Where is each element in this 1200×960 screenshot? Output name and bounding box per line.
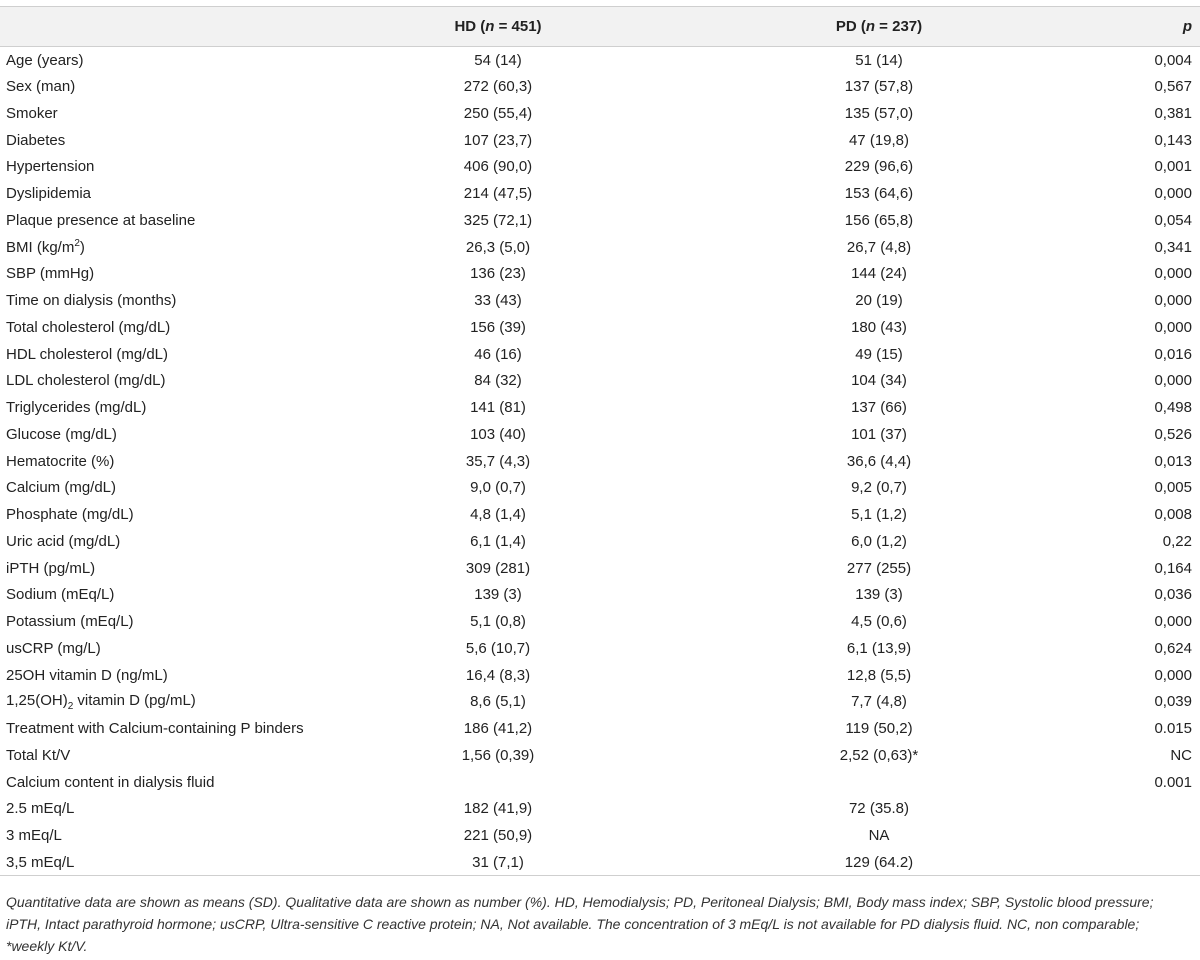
- row-p: 0,000: [1154, 292, 1192, 310]
- header-label: [0, 7, 346, 47]
- table-row: [0, 582, 1200, 609]
- row-p: 0,000: [1154, 265, 1192, 283]
- row-pd: 180 (43): [851, 318, 907, 336]
- row-label: iPTH (pg/mL): [6, 559, 96, 577]
- row-hd: 103 (40): [470, 425, 526, 443]
- row-hd: 309 (281): [465, 559, 531, 577]
- row-hd: 4,8 (1,4): [470, 506, 526, 524]
- row-hd: 136 (23): [470, 265, 526, 283]
- header-pd-suffix: = 237): [875, 18, 923, 35]
- row-p: 0,526: [1154, 425, 1192, 443]
- baseline-characteristics-table: [0, 6, 1200, 876]
- table-row: [0, 154, 1200, 181]
- row-pd: 36,6 (4,4): [846, 452, 912, 470]
- row-label: Time on dialysis (months): [6, 292, 177, 310]
- row-label: Sodium (mEq/L): [6, 586, 115, 604]
- row-pd: 7,7 (4,8): [851, 693, 907, 711]
- table-row: [0, 608, 1200, 635]
- table-row: [0, 261, 1200, 288]
- row-pd: 277 (255): [846, 559, 912, 577]
- row-p: 0,164: [1154, 559, 1192, 577]
- row-hd: 16,4 (8,3): [465, 666, 531, 684]
- row-p: 0,008: [1154, 506, 1192, 524]
- row-p: [1066, 822, 1200, 849]
- row-p: [1066, 849, 1200, 876]
- row-p: 0,039: [1154, 693, 1192, 711]
- row-hd: 221 (50,9): [463, 827, 533, 845]
- row-p: 0,498: [1154, 399, 1192, 417]
- table-row: [0, 341, 1200, 368]
- row-label: usCRP (mg/L): [6, 639, 101, 657]
- row-p: 0,341: [1154, 238, 1192, 256]
- row-pd: 2,52 (0,63)*: [839, 746, 919, 764]
- table-row: [0, 822, 1200, 849]
- row-label: Calcium (mg/dL): [6, 479, 117, 497]
- row-label: 25OH vitamin D (ng/mL): [6, 666, 168, 684]
- row-label-subscript: 2: [67, 700, 74, 712]
- row-pd: 135 (57,0): [844, 104, 914, 122]
- row-p: 0,22: [1162, 532, 1192, 550]
- row-label: Total cholesterol (mg/dL): [6, 318, 171, 336]
- row-label: Glucose (mg/dL): [6, 425, 117, 443]
- table-row: [0, 742, 1200, 769]
- header-pd-prefix: PD (: [835, 18, 866, 35]
- row-label: Potassium (mEq/L): [6, 613, 134, 631]
- row-pd: 12,8 (5,5): [846, 666, 912, 684]
- row-label: HDL cholesterol (mg/dL): [6, 345, 169, 363]
- table-row: [0, 394, 1200, 421]
- row-hd: 46 (16): [474, 345, 522, 363]
- row-label: 2.5 mEq/L: [6, 800, 75, 818]
- row-label: Total Kt/V: [6, 746, 71, 764]
- row-label: Diabetes: [6, 131, 66, 149]
- header-p-label: p: [1182, 18, 1192, 35]
- row-label-text: BMI (kg/m: [6, 239, 75, 257]
- row-label: Treatment with Calcium-containing P binders: [6, 720, 304, 738]
- row-p: 0,004: [1154, 51, 1192, 69]
- row-p: 0,567: [1154, 78, 1192, 96]
- row-label: Hypertension: [6, 158, 95, 176]
- table-row: [0, 234, 1200, 261]
- table-row: [0, 796, 1200, 823]
- row-p: 0,001: [1154, 158, 1192, 176]
- header-pd: [636, 7, 1066, 47]
- row-label: Smoker: [6, 104, 58, 122]
- row-hd: 406 (90,0): [463, 158, 533, 176]
- table-row: [0, 47, 1200, 74]
- table-body: [0, 47, 1200, 876]
- row-pd: 104 (34): [851, 372, 907, 390]
- row-pd: 101 (37): [851, 425, 907, 443]
- row-pd: 4,5 (0,6): [851, 613, 907, 631]
- table-row: [0, 662, 1200, 689]
- row-pd: 6,1 (13,9): [846, 639, 912, 657]
- row-p: NC: [1170, 746, 1192, 764]
- row-p: 0,013: [1154, 452, 1192, 470]
- row-p: 0,000: [1154, 666, 1192, 684]
- row-label: Hematocrite (%): [6, 452, 115, 470]
- row-label-text-end: vitamin D (pg/mL): [73, 691, 196, 709]
- row-label: Calcium content in dialysis fluid: [6, 773, 215, 791]
- row-hd: 272 (60,3): [463, 78, 533, 96]
- row-hd: 107 (23,7): [463, 131, 533, 149]
- row-p: 0,036: [1154, 586, 1192, 604]
- row-hd: 8,6 (5,1): [470, 693, 526, 711]
- row-p: [1066, 796, 1200, 823]
- table-row: [0, 501, 1200, 528]
- table-row: [0, 180, 1200, 207]
- table-row: [0, 555, 1200, 582]
- table-row: [0, 475, 1200, 502]
- row-pd: 129 (64.2): [844, 853, 914, 871]
- row-p: 0,000: [1154, 318, 1192, 336]
- header-p-value: [1066, 7, 1200, 47]
- row-hd: 9,0 (0,7): [470, 479, 526, 497]
- table-row: [0, 528, 1200, 555]
- row-hd: 5,6 (10,7): [465, 639, 531, 657]
- row-hd: 141 (81): [470, 399, 526, 417]
- row-label: Phosphate (mg/dL): [6, 506, 134, 524]
- table-row: [0, 287, 1200, 314]
- row-label: Dyslipidemia: [6, 185, 92, 203]
- row-label: Uric acid (mg/dL): [6, 532, 121, 550]
- row-pd: 144 (24): [851, 265, 907, 283]
- row-p: 0,000: [1154, 613, 1192, 631]
- row-pd: 51 (14): [855, 51, 903, 69]
- row-hd: 156 (39): [470, 318, 526, 336]
- header-hd: [346, 7, 636, 47]
- row-label: Plaque presence at baseline: [6, 211, 196, 229]
- row-pd: 6,0 (1,2): [851, 532, 907, 550]
- table-row: [0, 689, 1200, 716]
- row-label: Triglycerides (mg/dL): [6, 399, 147, 417]
- row-hd: 6,1 (1,4): [470, 532, 526, 550]
- row-p: 0,624: [1154, 639, 1192, 657]
- row-pd: 72 (35.8): [848, 800, 910, 818]
- row-p: 0.001: [1154, 773, 1192, 791]
- row-hd: 325 (72,1): [463, 211, 533, 229]
- table-row: [0, 421, 1200, 448]
- table-row: [0, 769, 1200, 796]
- table-row: [0, 715, 1200, 742]
- row-hd: 214 (47,5): [463, 185, 533, 203]
- row-label: SBP (mmHg): [6, 265, 95, 283]
- row-p: 0,381: [1154, 104, 1192, 122]
- row-pd: 47 (19,8): [848, 131, 910, 149]
- table-footnote: Quantitative data are shown as means (SD). Qualitative data are shown as number (%). HD, Hemodialysis; PD, Peritoneal Dialysis; BMI, Body mass index; SBP, Systolic blood pressure; iPTH, Intact parathyroid hormone; usCRP, Ultra-sensitive C reactive protein; NA, Not available. The concentration of 3 mEq/L is not available for PD dialysis fluid. NC, non comparable; *weekly Kt/V.: [6, 894, 1154, 954]
- row-pd: 20 (19): [855, 292, 903, 310]
- table-row: [0, 448, 1200, 475]
- row-pd: [636, 769, 1066, 796]
- row-pd: 5,1 (1,2): [851, 506, 907, 524]
- row-p: 0,054: [1154, 211, 1192, 229]
- row-p: 0,005: [1154, 479, 1192, 497]
- table-row: [0, 127, 1200, 154]
- row-hd: 31 (7,1): [472, 853, 524, 871]
- row-label: 3,5 mEq/L: [6, 853, 75, 871]
- row-label: [0, 689, 346, 716]
- row-hd: 5,1 (0,8): [470, 613, 526, 631]
- header-pd-n: n: [865, 18, 876, 35]
- row-hd: 35,7 (4,3): [465, 452, 531, 470]
- row-pd: 119 (50,2): [845, 720, 913, 738]
- table-row: [0, 849, 1200, 876]
- row-pd: 9,2 (0,7): [851, 479, 907, 497]
- row-p: 0,143: [1154, 131, 1192, 149]
- row-label: [0, 234, 346, 261]
- row-p: 0,000: [1154, 185, 1192, 203]
- row-pd: 229 (96,6): [844, 158, 914, 176]
- row-label: LDL cholesterol (mg/dL): [6, 372, 166, 390]
- row-pd: 49 (15): [855, 345, 903, 363]
- row-hd: 250 (55,4): [463, 104, 533, 122]
- row-label: 3 mEq/L: [6, 827, 62, 845]
- row-p: 0,016: [1154, 345, 1192, 363]
- row-hd: 186 (41,2): [463, 720, 533, 738]
- row-hd: [346, 769, 636, 796]
- header-hd-suffix: = 451): [494, 18, 542, 35]
- row-label: Age (years): [6, 51, 84, 69]
- row-pd: 26,7 (4,8): [846, 238, 912, 256]
- table-row: [0, 73, 1200, 100]
- table-row: [0, 100, 1200, 127]
- row-p: 0.015: [1154, 720, 1192, 738]
- row-label-superscript: 2: [74, 238, 80, 250]
- table-row: [0, 635, 1200, 662]
- row-pd: 153 (64,6): [844, 185, 914, 203]
- row-pd: 139 (3): [855, 586, 903, 604]
- row-label-text-end: ): [79, 239, 85, 257]
- row-hd: 33 (43): [474, 292, 522, 310]
- row-hd: 182 (41,9): [463, 800, 533, 818]
- table-row: [0, 314, 1200, 341]
- table-row: [0, 368, 1200, 395]
- row-hd: 54 (14): [474, 51, 522, 69]
- row-hd: 139 (3): [474, 586, 522, 604]
- table-header-row: [0, 7, 1200, 47]
- row-pd: NA: [868, 827, 890, 845]
- row-hd: 84 (32): [474, 372, 522, 390]
- row-hd: 1,56 (0,39): [461, 746, 535, 764]
- header-hd-prefix: HD (: [454, 18, 486, 35]
- row-label: Sex (man): [6, 78, 76, 96]
- row-label-text: 1,25(OH): [6, 691, 68, 709]
- row-hd: 26,3 (5,0): [465, 238, 531, 256]
- table-row: [0, 207, 1200, 234]
- header-hd-n: n: [485, 18, 495, 35]
- row-pd: 156 (65,8): [844, 211, 914, 229]
- row-p: 0,000: [1154, 372, 1192, 390]
- row-pd: 137 (57,8): [844, 78, 914, 96]
- row-pd: 137 (66): [851, 399, 907, 417]
